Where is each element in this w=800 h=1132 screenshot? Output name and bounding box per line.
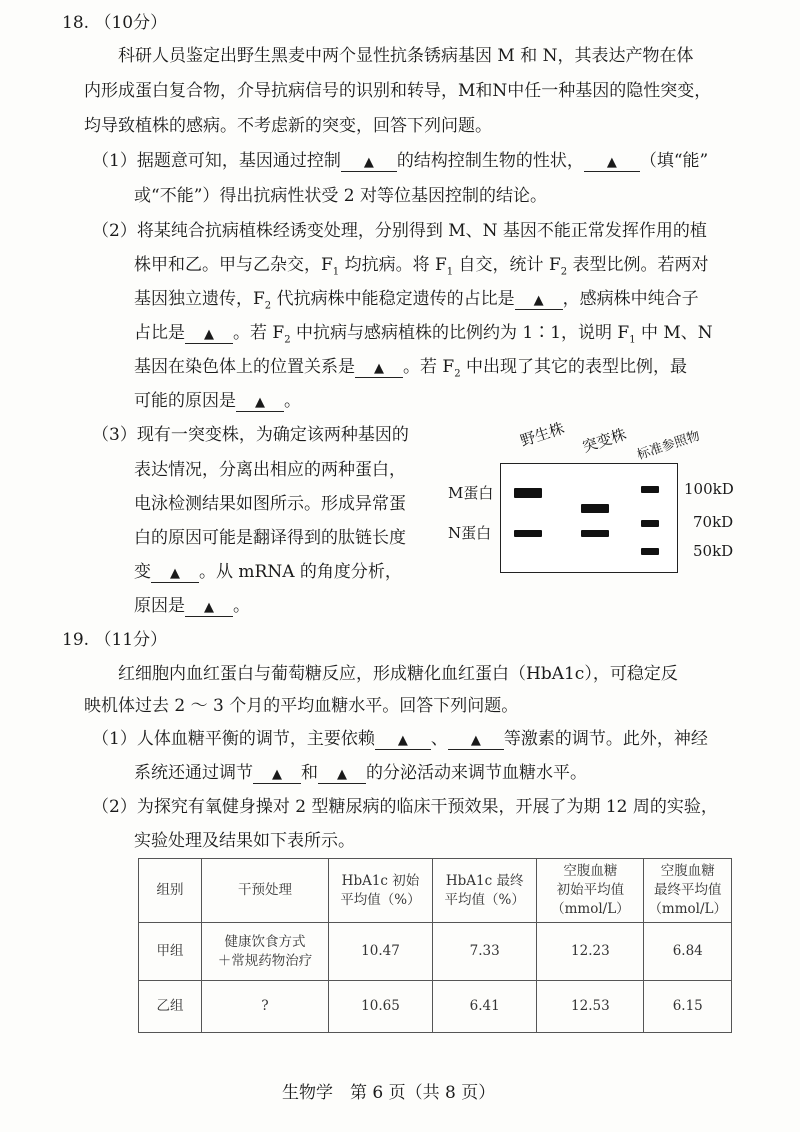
q19-part2-line-2: 实验处理及结果如下表所示。	[134, 831, 355, 851]
q19-stem-line-2: 映机体过去 2 ～ 3 个月的平均血糖水平。回答下列问题。	[84, 696, 519, 716]
table-cell: 6.41	[433, 981, 537, 1033]
experiment-table	[138, 858, 732, 1033]
q18-part2-line-5: 基因在染色体上的位置关系是 ▲ 。若 $F_2$ 中出现了其它的表型比例，最	[134, 357, 687, 380]
table-cell: 甲组	[139, 923, 202, 981]
q19-stem-line-1: 红细胞内血红蛋白与葡萄糖反应，形成糖化血红蛋白（HbA1c），可稳定反	[118, 664, 678, 684]
q18-part1-line-2: 或“不能”）得出抗病性状受 2 对等位基因控制的结论。	[134, 186, 548, 206]
q18-part2-line-1: （2）将某纯合抗病植株经诱变处理，分别得到 M、N 基因不能正常发挥作用的植	[92, 221, 707, 241]
q18-part2-line-6: 可能的原因是 ▲ 。	[134, 391, 301, 411]
answer-blank[interactable]: ▲	[318, 763, 366, 784]
q18-stem-line-3: 均导致植株的感病。不考虑新的突变，回答下列问题。	[84, 116, 492, 136]
band-marker-70	[641, 520, 659, 527]
table-cell: 12.23	[537, 923, 644, 981]
table-header: HbA1c 最终 平均值（%）	[433, 859, 537, 923]
band-mutant-m	[581, 504, 609, 513]
table-header: 空腹血糖 最终平均值 （mmol/L）	[644, 859, 732, 923]
page-footer: 生物学 第 6 页（共 8 页）	[282, 1083, 496, 1103]
table-header: 组别	[139, 859, 202, 923]
part-number: （1）	[92, 729, 137, 749]
row-label-m-protein: M蛋白	[448, 484, 494, 502]
answer-blank[interactable]: ▲	[584, 151, 640, 172]
table-cell: ?	[202, 981, 329, 1033]
table-header: 空腹血糖 初始平均值 （mmol/L）	[537, 859, 644, 923]
band-wild-n	[514, 530, 542, 537]
table-header: 干预处理	[202, 859, 329, 923]
answer-blank[interactable]: ▲	[185, 323, 233, 344]
q18-part3-line-3: 电泳检测结果如图所示。形成异常蛋	[134, 494, 406, 514]
q18-part3-line-2: 表达情况，分离出相应的两种蛋白，	[134, 460, 406, 480]
q18-header: 18. （10分）	[62, 13, 168, 33]
q18-part1-line-1: （1）据题意可知，基因通过控制 ▲ 的结构控制生物的性状， ▲ （填“能”	[92, 151, 709, 171]
q18-part3-line-6: 原因是 ▲ 。	[134, 596, 250, 616]
answer-blank[interactable]: ▲	[151, 562, 199, 583]
q18-part2-line-2: 株甲和乙。甲与乙杂交，$F_1$ 均抗病。将 $F_1$ 自交，统计 $F_2$ 表型比例。若两对	[134, 255, 709, 278]
answer-blank[interactable]: ▲	[253, 763, 301, 784]
q18-stem-line-1: 科研人员鉴定出野生黑麦中两个显性抗条锈病基因 M 和 N，其表达产物在体	[118, 46, 694, 66]
answer-blank[interactable]: ▲	[341, 151, 397, 172]
table-cell: 7.33	[433, 923, 537, 981]
part-number: （3）	[92, 425, 137, 445]
band-wild-m	[514, 488, 542, 498]
band-marker-50	[641, 548, 659, 555]
q18-part3-line-5: 变 ▲ 。从 mRNA 的角度分析，	[134, 562, 402, 582]
table-cell: 健康饮食方式 ＋常规药物治疗	[202, 923, 329, 981]
lane-label-standard: 标准参照物	[635, 428, 702, 463]
marker-label-70: 70kD	[693, 513, 734, 531]
table-cell: 乙组	[139, 981, 202, 1033]
q19-part1-line-2: 系统还通过调节 ▲ 和 ▲ 的分泌活动来调节血糖水平。	[134, 763, 587, 783]
part-number: （2）	[92, 221, 137, 241]
table-cell: 10.47	[328, 923, 432, 981]
band-mutant-n	[581, 530, 609, 537]
answer-blank[interactable]: ▲	[375, 729, 431, 750]
q18-part2-line-4: 占比是 ▲ 。若 $F_2$ 中抗病与感病植株的比例约为 1∶1，说明 $F_1$ 中 M、N	[134, 323, 713, 346]
band-marker-100	[641, 486, 659, 493]
electrophoresis-gel	[500, 463, 678, 573]
q19-part2-line-1: （2）为探究有氧健身操对 2 型糖尿病的临床干预效果，开展了为期 12 周的实验，	[92, 797, 718, 817]
table-row	[139, 923, 732, 981]
marker-label-100: 100kD	[684, 480, 734, 498]
table-cell: 10.65	[328, 981, 432, 1033]
q19-part1-line-1: （1）人体血糖平衡的调节，主要依赖 ▲ 、 ▲ 等激素的调节。此外，神经	[92, 729, 708, 749]
q18-part2-line-3: 基因独立遗传，$F_2$ 代抗病株中能稳定遗传的占比是 ▲ ，感病株中纯合子	[134, 289, 699, 312]
answer-blank[interactable]: ▲	[448, 729, 504, 750]
table-cell: 12.53	[537, 981, 644, 1033]
q19-header: 19. （11分）	[62, 630, 168, 650]
q18-part3-line-1: （3）现有一突变株，为确定该两种基因的	[92, 425, 409, 445]
answer-blank[interactable]: ▲	[236, 391, 284, 412]
answer-blank[interactable]: ▲	[515, 289, 563, 310]
marker-label-50: 50kD	[693, 542, 734, 560]
q18-stem-line-2: 内形成蛋白复合物，介导抗病信号的识别和转导，M和N中任一种基因的隐性突变，	[84, 81, 712, 101]
row-label-n-protein: N蛋白	[448, 524, 492, 542]
answer-blank[interactable]: ▲	[185, 596, 233, 617]
part-number: （2）	[92, 797, 137, 817]
table-cell: 6.15	[644, 981, 732, 1033]
table-header: HbA1c 初始 平均值（%）	[328, 859, 432, 923]
answer-blank[interactable]: ▲	[355, 357, 403, 378]
lane-label-mutant: 突变株	[580, 425, 629, 457]
q18-part3-line-4: 白的原因可能是翻译得到的肽链长度	[134, 528, 406, 548]
lane-label-wild: 野生株	[518, 419, 567, 451]
table-header-row	[139, 859, 732, 923]
table-row	[139, 981, 732, 1033]
part-number: （1）	[92, 151, 137, 171]
table-cell: 6.84	[644, 923, 732, 981]
